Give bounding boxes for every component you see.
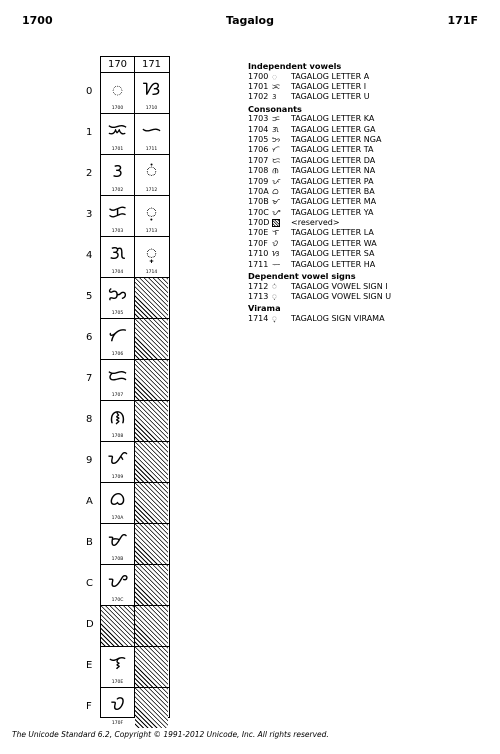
row-label: 9	[86, 455, 93, 466]
character-cell	[135, 73, 168, 113]
entry-glyph: ᜅ	[272, 134, 281, 144]
code-point-label: 1700	[111, 106, 124, 112]
entry-glyph: ᜐ	[272, 249, 280, 259]
character-cell	[101, 688, 134, 728]
code-point-label: 1710	[145, 106, 158, 112]
names-list	[248, 60, 488, 324]
character-cell	[135, 155, 168, 195]
character-cell	[101, 401, 134, 441]
character-glyph: ᜀ	[111, 78, 124, 100]
entry-code: 1713	[248, 291, 269, 301]
entry-code: 1702	[248, 92, 269, 102]
character-glyph: ᜄ	[109, 242, 126, 264]
character-glyph: ᜆ	[108, 324, 127, 346]
entry-code: 170A	[248, 186, 269, 196]
entry-name: TAGALOG LETTER U	[291, 92, 370, 102]
code-point-label: 170B	[111, 557, 124, 563]
character-cell	[135, 237, 168, 277]
entry-glyph: ᜈ	[272, 166, 279, 176]
character-cell	[101, 565, 134, 605]
entry-name: TAGALOG LETTER A	[291, 71, 370, 81]
section-heading: Independent vowels	[248, 61, 342, 71]
entry-glyph: ᜉ	[272, 176, 281, 186]
character-cell	[101, 237, 134, 277]
entry-code: 1705	[248, 134, 269, 144]
unassigned-cell	[135, 688, 168, 728]
character-cell	[135, 114, 168, 154]
code-point-label: 170A	[111, 516, 124, 522]
entry-name: TAGALOG LETTER BA	[291, 186, 375, 196]
character-cell	[101, 442, 134, 482]
name-entry	[248, 314, 488, 324]
character-glyph: ᜈ	[109, 406, 126, 428]
character-cell	[101, 524, 134, 564]
character-glyph: ᜋ	[107, 529, 128, 551]
entry-code: 1707	[248, 155, 269, 165]
section-heading: Consonants	[248, 103, 302, 114]
section-heading: Dependent vowel signs	[248, 271, 356, 282]
entry-code: 1706	[248, 145, 269, 155]
entry-name: TAGALOG LETTER HA	[291, 259, 376, 269]
name-entry	[248, 92, 488, 102]
code-point-label: 1706	[111, 352, 124, 358]
character-cell	[101, 73, 134, 113]
name-entry	[248, 166, 488, 176]
entry-name: TAGALOG LETTER WA	[291, 238, 377, 248]
name-entry	[248, 218, 488, 228]
entry-name: TAGALOG LETTER MA	[291, 197, 377, 207]
entry-name: TAGALOG LETTER NGA	[291, 134, 382, 144]
row-label: 8	[86, 414, 93, 425]
row-label: C	[86, 578, 93, 589]
entry-code: 1711	[248, 259, 269, 269]
entry-name: TAGALOG SIGN VIRAMA	[291, 313, 385, 323]
code-point-label: 1712	[145, 188, 158, 194]
character-glyph: ᜐ	[142, 78, 161, 100]
code-point-label: 1702	[111, 188, 124, 194]
character-glyph: ᜌ	[107, 570, 128, 592]
entry-name: TAGALOG LETTER DA	[291, 155, 376, 165]
entry-code: 170F	[248, 238, 268, 248]
entry-name: <reserved>	[291, 218, 340, 228]
entry-name: TAGALOG LETTER SA	[291, 249, 375, 259]
row-label: 7	[86, 373, 93, 384]
block-name-header: Tagalog	[225, 14, 274, 27]
code-point-label: 1711	[145, 147, 158, 153]
row-label: 1	[86, 127, 93, 138]
unassigned-cell	[135, 565, 168, 605]
row-label: F	[86, 701, 92, 712]
entry-glyph: ◌ᜒ	[272, 281, 277, 291]
character-glyph: ᜅ	[107, 283, 128, 305]
code-point-label: 1704	[111, 270, 124, 276]
entry-code: 170C	[248, 207, 269, 217]
entry-name: TAGALOG VOWEL SIGN U	[291, 291, 392, 301]
range-end-header: 171F	[447, 14, 478, 27]
entry-name: TAGALOG LETTER I	[291, 81, 367, 91]
code-point-label: 1701	[111, 147, 124, 153]
name-entry	[248, 187, 488, 197]
unassigned-cell	[135, 606, 168, 646]
character-glyph: ᜏ	[110, 693, 125, 715]
code-point-label: 170C	[111, 598, 124, 604]
character-glyph: ᜁ	[107, 119, 128, 141]
unassigned-cell	[135, 360, 168, 400]
entry-glyph: ᜄ	[272, 124, 279, 134]
code-point-label: 1703	[111, 229, 124, 235]
row-label: 6	[86, 332, 93, 343]
name-entry	[248, 82, 488, 92]
code-point-label: 1707	[111, 393, 124, 399]
entry-glyph: ᜃ	[272, 114, 280, 124]
entry-code: 1710	[248, 249, 269, 259]
name-entry	[248, 260, 488, 270]
row-label: D	[86, 619, 94, 630]
entry-code: 1709	[248, 176, 269, 186]
entry-name: TAGALOG LETTER YA	[291, 207, 374, 217]
character-glyph: ᜉ	[107, 447, 128, 469]
character-cell	[101, 155, 134, 195]
character-glyph: ◌ᜒ	[145, 160, 158, 182]
character-cell	[101, 483, 134, 523]
name-entry	[248, 228, 488, 238]
entry-glyph: ᜊ	[272, 186, 279, 196]
code-point-label: 1709	[111, 475, 124, 481]
row-label: 5	[86, 291, 93, 302]
column-header: 170	[107, 59, 128, 70]
entry-code: 1703	[248, 114, 269, 124]
name-entry	[248, 114, 488, 124]
character-cell	[101, 278, 134, 318]
entry-glyph: ᜆ	[272, 145, 280, 155]
name-entry	[248, 249, 488, 259]
entry-glyph: ᜏ	[272, 238, 279, 248]
entry-glyph: ◌ᜓ	[272, 291, 277, 301]
unassigned-cell	[135, 401, 168, 441]
section-heading: Virama	[248, 303, 281, 314]
character-cell	[101, 319, 134, 359]
entry-glyph: ᜁ	[272, 81, 281, 91]
name-entry	[248, 72, 488, 82]
entry-name: TAGALOG LETTER LA	[291, 228, 374, 238]
character-cell	[101, 114, 134, 154]
code-point-label: 170E	[111, 680, 124, 686]
unassigned-cell	[101, 606, 134, 646]
range-start-header: 1700	[22, 14, 53, 27]
entry-code: 170D	[248, 218, 270, 228]
entry-glyph: ◌᜔	[272, 313, 277, 323]
entry-code: 1704	[248, 124, 269, 134]
entry-name: TAGALOG LETTER NA	[291, 166, 376, 176]
row-label: 4	[86, 250, 93, 261]
character-glyph: ◌᜔	[145, 242, 158, 264]
entry-glyph: ᜀ	[272, 71, 277, 81]
character-cell	[101, 360, 134, 400]
character-glyph: ᜂ	[112, 160, 123, 182]
entry-name: TAGALOG LETTER TA	[291, 145, 374, 155]
entry-glyph: ᜂ	[272, 92, 277, 102]
row-label: E	[86, 660, 93, 671]
name-entry	[248, 208, 488, 218]
entry-glyph: ᜋ	[272, 197, 281, 207]
code-point-label: 1705	[111, 311, 124, 317]
name-entry	[248, 239, 488, 249]
character-glyph: ᜊ	[109, 488, 126, 510]
row-label: A	[86, 496, 93, 507]
entry-glyph: ᜌ	[272, 207, 281, 217]
unassigned-cell	[135, 647, 168, 687]
character-cell	[135, 196, 168, 236]
name-entry	[248, 145, 488, 155]
entry-glyph: ᜎ	[272, 228, 280, 238]
entry-code: 1708	[248, 166, 269, 176]
character-cell	[101, 647, 134, 687]
code-point-label: 1713	[145, 229, 158, 235]
entry-code: 1712	[248, 281, 269, 291]
character-glyph: ᜎ	[108, 652, 127, 674]
unassigned-cell	[135, 319, 168, 359]
hatch-swatch	[272, 219, 280, 227]
name-entry	[248, 177, 488, 187]
character-cell	[101, 196, 134, 236]
code-point-label: 1714	[145, 270, 158, 276]
entry-code: 1700	[248, 71, 269, 81]
entry-code: 1714	[248, 313, 269, 323]
name-entry	[248, 197, 488, 207]
unassigned-cell	[135, 442, 168, 482]
entry-glyph: ᜇ	[272, 155, 281, 165]
code-point-label: 1708	[111, 434, 124, 440]
row-label: 2	[86, 168, 93, 179]
character-glyph: ᜃ	[108, 201, 127, 223]
unassigned-cell	[135, 483, 168, 523]
row-label: B	[86, 537, 93, 548]
column-header: 171	[141, 59, 162, 70]
name-entry	[248, 135, 488, 145]
entry-code: 170B	[248, 197, 269, 207]
entry-name: TAGALOG VOWEL SIGN I	[291, 281, 388, 291]
character-glyph: ◌ᜓ	[145, 201, 158, 223]
entry-name: TAGALOG LETTER GA	[291, 124, 376, 134]
name-entry	[248, 125, 488, 135]
code-chart-grid	[100, 56, 170, 727]
entry-name: TAGALOG LETTER PA	[291, 176, 374, 186]
entry-name: TAGALOG LETTER KA	[291, 114, 375, 124]
entry-code: 170E	[248, 228, 269, 238]
unassigned-cell	[135, 278, 168, 318]
entry-code: 1701	[248, 81, 269, 91]
name-entry	[248, 292, 488, 302]
row-label: 0	[86, 86, 93, 97]
row-label: 3	[86, 209, 93, 220]
character-glyph: ᜑ	[141, 119, 162, 141]
name-entry	[248, 282, 488, 292]
entry-glyph: ᜑ	[272, 259, 281, 269]
character-glyph: ᜇ	[107, 365, 128, 387]
unassigned-cell	[135, 524, 168, 564]
code-point-label: 170F	[111, 721, 124, 727]
copyright-footer: The Unicode Standard 6.2, Copyright © 1991-2012 Unicode, Inc. All rights reserved.	[12, 730, 329, 739]
name-entry	[248, 156, 488, 166]
